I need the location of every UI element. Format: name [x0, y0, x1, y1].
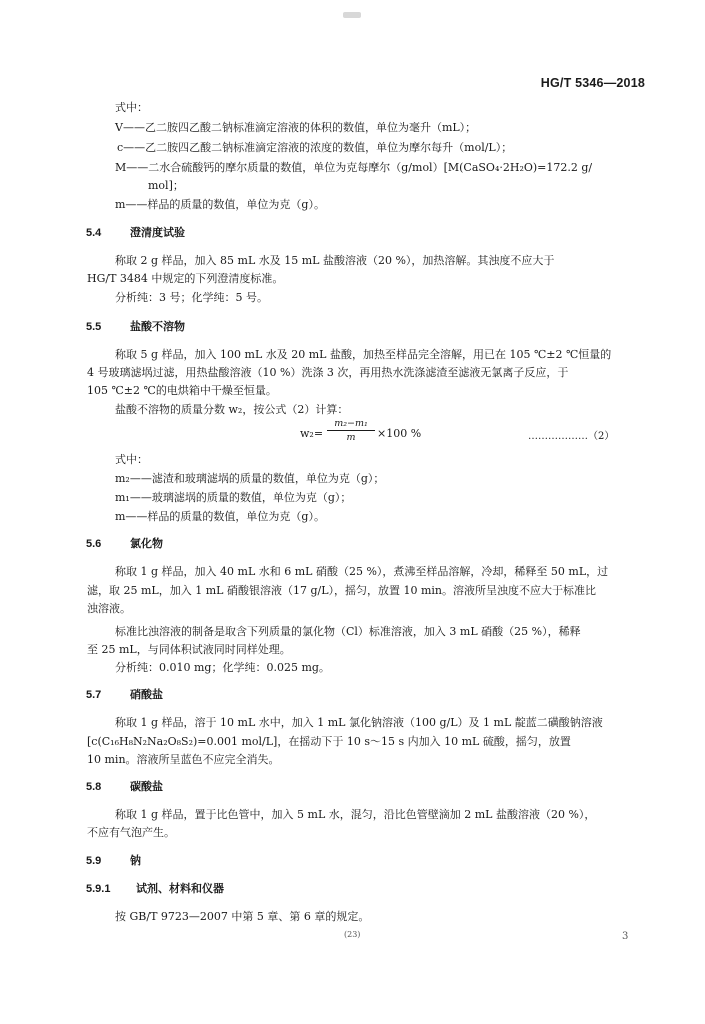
- paragraph-line: 分析纯：0.010 mg；化学纯：0.025 mg。: [115, 661, 330, 674]
- paragraph-line: 10 min。溶液所呈蓝色不应完全消失。: [87, 753, 280, 766]
- heading-5-9: [86, 854, 141, 868]
- paragraph-line: 105 ℃±2 ℃的电烘箱中干燥至恒量。: [87, 384, 277, 397]
- where-item-m-molar: M——二水合硫酸钙的摩尔质量的数值，单位为克每摩尔（g/mol）[M(CaSO₄·2H₂O)=172.2 g/: [115, 161, 593, 174]
- paragraph-line: 滤，取 25 mL，加入 1 mL 硝酸银溶液（17 g/L），摇匀，放置 10 min。溶液所呈浊度不应大于标准比: [87, 584, 597, 597]
- footer-serial: (23): [344, 930, 361, 939]
- paragraph-line: 称取 1 g 样品，置于比色管中，加入 5 mL 水，混匀，沿比色管壁滴加 2 mL 盐酸溶液（20 %），: [115, 808, 596, 821]
- page-number: 3: [622, 931, 629, 942]
- where-item-m-sample: m——样品的质量的数值，单位为克（g）。: [115, 198, 325, 211]
- heading-5-6: [86, 537, 163, 551]
- heading-5-5: [86, 320, 185, 334]
- paragraph-line: 分析纯：3 号；化学纯：5 号。: [115, 291, 268, 304]
- formula-denominator: m: [346, 432, 356, 443]
- heading-5-4: [86, 226, 185, 240]
- section-title: 碳酸盐: [130, 781, 163, 793]
- paragraph-line: 标准比浊溶液的制备是取含下列质量的氯化物（Cl）标准溶液，加入 3 mL 硝酸（25 %），稀释: [115, 625, 581, 638]
- paragraph-line: 称取 5 g 样品，加入 100 mL 水及 20 mL 盐酸，加热至样品完全溶解，用已在 105 ℃±2 ℃恒量的: [115, 348, 612, 361]
- where-item: m₁——玻璃滤埚的质量的数值，单位为克（g）；: [115, 491, 352, 504]
- where-item: m₂——滤渣和玻璃滤埚的质量的数值，单位为克（g）；: [115, 472, 385, 485]
- paragraph-line: 不应有气泡产生。: [87, 826, 175, 839]
- paragraph-line: 浊溶液。: [87, 602, 131, 615]
- paragraph-line: 4 号玻璃滤埚过滤，用热盐酸溶液（10 %）洗涤 3 次，再用热水洗涤滤渣至滤液无氯离子反应，于: [87, 366, 569, 379]
- paragraph-line: [c(C₁₆H₈N₂Na₂O₈S₂)=0.001 mol/L]，在摇动下于 10 s～15 s 内加入 10 mL 硫酸，摇匀，放置: [87, 735, 571, 748]
- section-number: 5.5: [86, 321, 102, 333]
- section-title: 硝酸盐: [130, 689, 163, 701]
- where-item-v: V——乙二胺四乙酸二钠标准滴定溶液的体积的数值，单位为毫升（mL）；: [115, 121, 477, 134]
- paragraph-line: 称取 1 g 样品，加入 40 mL 水和 6 mL 硝酸（25 %），煮沸至样品溶解，冷却，稀释至 50 mL，过: [115, 565, 609, 578]
- standard-number: HG/T 5346—2018: [540, 76, 645, 90]
- paragraph-line: HG/T 3484 中规定的下列澄清度标准。: [87, 272, 284, 285]
- paragraph-line: 至 25 mL，与同体积试液同时同样处理。: [87, 643, 291, 656]
- section-title: 澄清度试验: [130, 227, 185, 239]
- heading-5-8: [86, 780, 163, 794]
- paragraph-line: 盐酸不溶物的质量分数 w₂，按公式（2）计算：: [115, 403, 349, 416]
- where-intro: 式中：: [115, 453, 148, 466]
- section-title: 盐酸不溶物: [130, 321, 185, 333]
- section-title: 氯化物: [130, 538, 163, 550]
- heading-5-9-1: [86, 882, 224, 896]
- paragraph-line: 称取 2 g 样品，加入 85 mL 水及 15 mL 盐酸溶液（20 %），加热溶解。其浊度不应大于: [115, 254, 555, 267]
- section-number: 5.7: [86, 689, 102, 701]
- section-title: 试剂、材料和仪器: [136, 883, 224, 895]
- where-item-m-molar-cont: mol]；: [148, 179, 184, 192]
- section-number: 5.8: [86, 781, 102, 793]
- paragraph-line: 按 GB/T 9723—2007 中第 5 章、第 6 章的规定。: [115, 910, 370, 923]
- scan-mark: [343, 12, 361, 18]
- formula-fraction: [327, 418, 375, 443]
- formula-numerator: m₂−m₁: [327, 418, 375, 431]
- paragraph-line: 称取 1 g 样品，溶于 10 mL 水中，加入 1 mL 氯化钠溶液（100 g/L）及 1 mL 靛蓝二磺酸钠溶液: [115, 716, 603, 729]
- where-item: m——样品的质量的数值，单位为克（g）。: [115, 510, 325, 523]
- formula-rhs: ×100 %: [377, 427, 422, 440]
- section-number: 5.9: [86, 855, 102, 867]
- section-title: 钠: [130, 855, 141, 867]
- where-item-c: c——乙二胺四乙酸二钠标准滴定溶液的浓度的数值，单位为摩尔每升（mol/L）；: [117, 141, 513, 154]
- section-number: 5.4: [86, 227, 102, 239]
- formula-lhs: w₂=: [300, 427, 324, 440]
- section-number: 5.9.1: [86, 883, 111, 895]
- section-number: 5.6: [86, 538, 102, 550]
- heading-5-7: [86, 688, 163, 702]
- formula-number: ………………（2）: [528, 431, 615, 442]
- where-intro: 式中：: [115, 101, 148, 114]
